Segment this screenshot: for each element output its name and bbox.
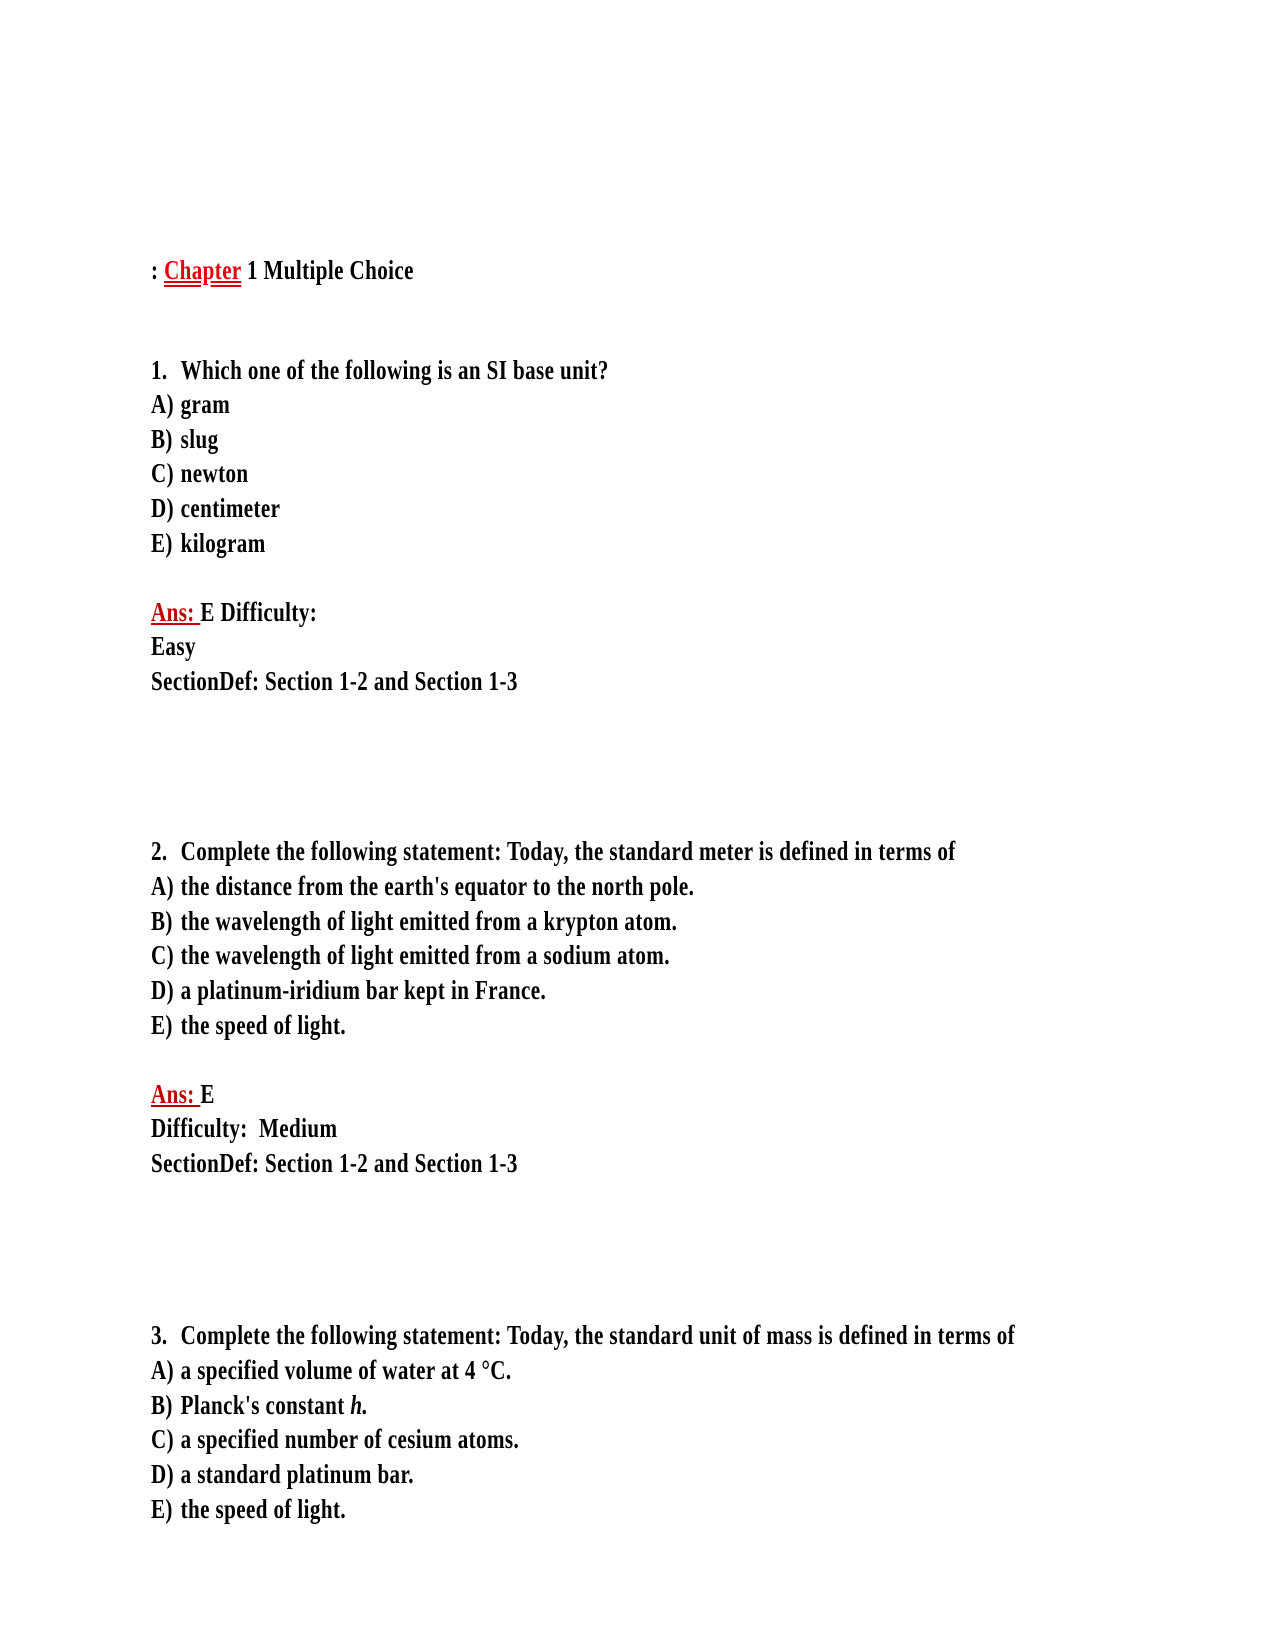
question-3-stem: 3. Complete the following statement: Today, the standard unit of mass is defined in terms of — [151, 1320, 1016, 1350]
question-3-option-a: A) a specified volume of water at 4 °C. — [151, 1355, 512, 1385]
question-2-option-a: A) the distance from the earth's equator to the north pole. — [151, 871, 695, 901]
title-rest: 1 Multiple Choice — [241, 255, 414, 285]
question-2-section-def: SectionDef: Section 1-2 and Section 1-3 — [151, 1148, 518, 1178]
question-1-option-e: E) kilogram — [151, 528, 266, 558]
question-2-option-b: B) the wavelength of light emitted from a krypton atom. — [151, 906, 678, 936]
question-3-option-e: E) the speed of light. — [151, 1494, 346, 1524]
page-title — [151, 253, 414, 287]
question-2-answer: Ans: E — [151, 1079, 215, 1109]
question-1-answer: Ans: E Difficulty: — [151, 597, 318, 627]
question-2-option-d: D) a platinum-iridium bar kept in France. — [151, 975, 547, 1005]
question-1-section-def: SectionDef: Section 1-2 and Section 1-3 — [151, 666, 518, 696]
question-3-option-c: C) a specified number of cesium atoms. — [151, 1424, 520, 1454]
question-1-option-a: A) gram — [151, 389, 231, 419]
answer-label[interactable]: Ans: — [151, 597, 201, 627]
question-1-difficulty: Easy — [151, 631, 196, 661]
question-3-option-d: D) a standard platinum bar. — [151, 1459, 414, 1489]
question-1-option-d: D) centimeter — [151, 493, 281, 523]
question-1-stem: 1. Which one of the following is an SI base unit? — [151, 355, 609, 385]
chapter-link[interactable]: Chapter — [164, 255, 242, 285]
question-1-option-c: C) newton — [151, 458, 249, 488]
question-2-difficulty: Difficulty: Medium — [151, 1113, 338, 1143]
title-prefix: : — [151, 255, 165, 285]
question-3-option-b: B) Planck's constant h. — [151, 1390, 369, 1420]
question-1-option-b: B) slug — [151, 424, 219, 454]
question-2-option-e: E) the speed of light. — [151, 1010, 346, 1040]
answer-label[interactable]: Ans: — [151, 1079, 201, 1109]
question-2-stem: 2. Complete the following statement: Today, the standard meter is defined in terms of — [151, 836, 956, 866]
question-2-option-c: C) the wavelength of light emitted from a sodium atom. — [151, 940, 670, 970]
